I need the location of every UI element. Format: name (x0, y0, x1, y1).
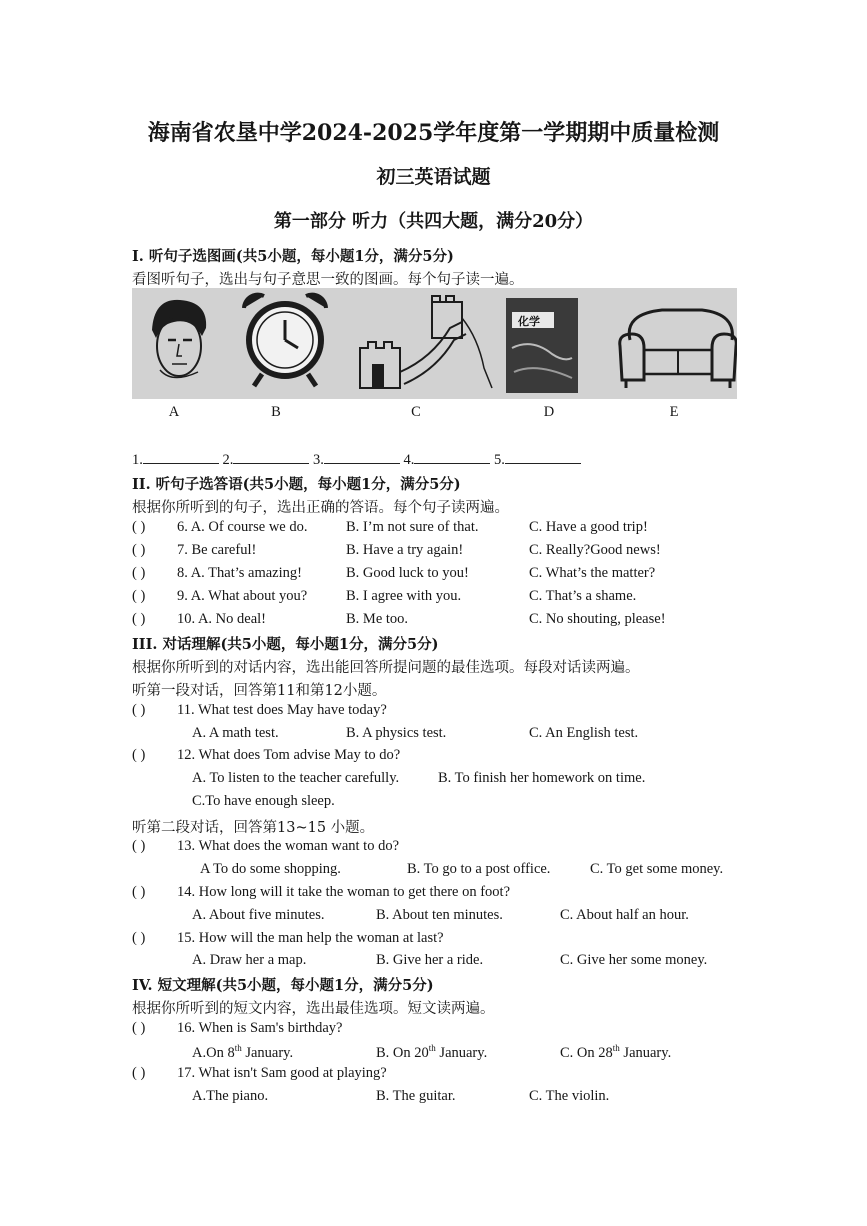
q17-stem: 17. What isn't Sam good at playing? (177, 1065, 387, 1081)
q16-option-b: B. On 20th January. (376, 1043, 488, 1061)
exam-title: 海南省农垦中学2024-2025学年度第一学期期中质量检测 (147, 120, 720, 146)
q10-option-c: C. No shouting, please! (529, 611, 666, 627)
q15-option-c: C. Give her some money. (560, 952, 708, 968)
q17-option-a: A.The piano. (192, 1088, 269, 1104)
answer-bracket[interactable]: ( ) (132, 588, 146, 604)
q14-stem: 14. How long will it take the woman to get there on foot? (177, 884, 511, 900)
q10-option-b: B. Me too. (346, 611, 409, 627)
answer-blank-2[interactable] (233, 451, 309, 464)
dialog1-instruction: 听第一段对话，回答第11和第12小题。 (132, 683, 387, 699)
answer-bracket[interactable]: ( ) (132, 1065, 146, 1081)
chemistry-book-picture (506, 298, 578, 393)
alarm-clock-picture (244, 295, 326, 386)
section3-instruction: 根据你所听到的对话内容，选出能回答所提问题的最佳选项。每段对话读两遍。 (132, 660, 640, 676)
q11-stem: 11. What test does May have today? (177, 702, 387, 718)
q17-option-b: B. The guitar. (376, 1088, 456, 1104)
great-wall-picture (360, 296, 492, 388)
q9-option-a: 9. A. What about you? (177, 588, 308, 604)
q8-option-b: B. Good luck to you! (346, 565, 469, 581)
q8-option-c: C. What’s the matter? (529, 565, 656, 581)
answer-bracket[interactable]: ( ) (132, 930, 146, 946)
answer-blank-4[interactable] (414, 451, 490, 464)
q8-option-a: 8. A. That’s amazing! (177, 565, 302, 581)
dialog2-instruction: 听第二段对话，回答第13~15 小题。 (132, 820, 375, 836)
answer-bracket[interactable]: ( ) (132, 747, 146, 763)
answer-bracket[interactable]: ( ) (132, 519, 146, 535)
answer-number: 2. (222, 452, 234, 468)
q14-option-a: A. About five minutes. (192, 907, 325, 923)
q15-stem: 15. How will the man help the woman at last? (177, 930, 444, 946)
answer-number: 1. (132, 452, 143, 468)
q13-option-b: B. To go to a post office. (407, 861, 551, 877)
section1-heading: I. 听句子选图画(共5小题，每小题1分，满分5分) (132, 248, 454, 265)
answer-bracket[interactable]: ( ) (132, 611, 146, 627)
answer-bracket[interactable]: ( ) (132, 838, 146, 854)
section2-instruction: 根据你所听到的句子，选出正确的答语。每个句子读两遍。 (132, 500, 509, 516)
book-label: 化学 (518, 315, 540, 328)
section4-heading: IV. 短文理解(共5小题，每小题1分，满分5分) (132, 977, 434, 994)
answer-blank-5[interactable] (505, 451, 581, 464)
q13-stem: 13. What does the woman want to do? (177, 838, 400, 854)
answer-bracket[interactable]: ( ) (132, 702, 146, 718)
section4-instruction: 根据你所听到的短文内容，选出最佳选项。短文读两遍。 (132, 1001, 495, 1017)
answer-number: 5. (494, 452, 505, 468)
q12-option-a: A. To listen to the teacher carefully. (192, 770, 400, 786)
answer-bracket[interactable]: ( ) (132, 565, 146, 581)
answer-bracket[interactable]: ( ) (132, 542, 146, 558)
q14-option-c: C. About half an hour. (560, 907, 689, 923)
q11-option-b: B. A physics test. (346, 725, 447, 741)
picture-label-e: E (669, 404, 679, 420)
sofa-picture (620, 310, 737, 388)
q9-option-b: B. I agree with you. (346, 588, 462, 604)
answer-blank-3[interactable] (324, 451, 400, 464)
q13-option-a: A To do some shopping. (200, 861, 341, 877)
q6-option-b: B. I’m not sure of that. (346, 519, 479, 535)
q11-option-c: C. An English test. (529, 725, 639, 741)
q12-stem: 12. What does Tom advise May to do? (177, 747, 401, 763)
q16-stem: 16. When is Sam's birthday? (177, 1020, 343, 1036)
picture-label-b: B (271, 404, 281, 420)
q7-option-c: C. Really?Good news! (529, 542, 661, 558)
q11-option-a: A. A math test. (192, 725, 279, 741)
answer-bracket[interactable]: ( ) (132, 1020, 146, 1036)
q9-option-c: C. That’s a shame. (529, 588, 637, 604)
q13-option-c: C. To get some money. (590, 861, 724, 877)
section2-heading: II. 听句子选答语(共5小题，每小题1分，满分5分) (132, 476, 461, 493)
picture-label-c: C (411, 404, 421, 420)
q7-option-a: 7. Be careful! (177, 542, 257, 558)
exam-subtitle: 初三英语试题 (376, 166, 491, 188)
q16-option-a: A.On 8th January. (192, 1043, 294, 1061)
q17-option-c: C. The violin. (529, 1088, 610, 1104)
q15-option-b: B. Give her a ride. (376, 952, 484, 968)
picture-strip (132, 288, 737, 399)
q14-option-b: B. About ten minutes. (376, 907, 503, 923)
q6-option-a: 6. A. Of course we do. (177, 519, 308, 535)
q16-option-c: C. On 28th January. (560, 1043, 672, 1061)
q15-option-a: A. Draw her a map. (192, 952, 307, 968)
q12-option-c: C.To have enough sleep. (192, 793, 335, 809)
q6-option-c: C. Have a good trip! (529, 519, 648, 535)
answer-blank-1[interactable] (143, 451, 219, 464)
answer-number: 3. (313, 452, 324, 468)
answer-number: 4. (403, 452, 415, 468)
q10-option-a: 10. A. No deal! (177, 611, 266, 627)
answer-bracket[interactable]: ( ) (132, 884, 146, 900)
q7-option-b: B. Have a try again! (346, 542, 464, 558)
section3-heading: III. 对话理解(共5小题，每小题1分，满分5分) (132, 636, 439, 653)
face-picture (152, 300, 206, 378)
picture-label-d: D (543, 404, 555, 420)
part-title: 第一部分 听力（共四大题，满分20分） (273, 211, 594, 232)
picture-label-a: A (168, 404, 180, 420)
section1-instruction: 看图听句子，选出与句子意思一致的图画。每个句子读一遍。 (132, 272, 524, 288)
answer-blanks-row (132, 451, 581, 469)
q12-option-b: B. To finish her homework on time. (438, 770, 646, 786)
